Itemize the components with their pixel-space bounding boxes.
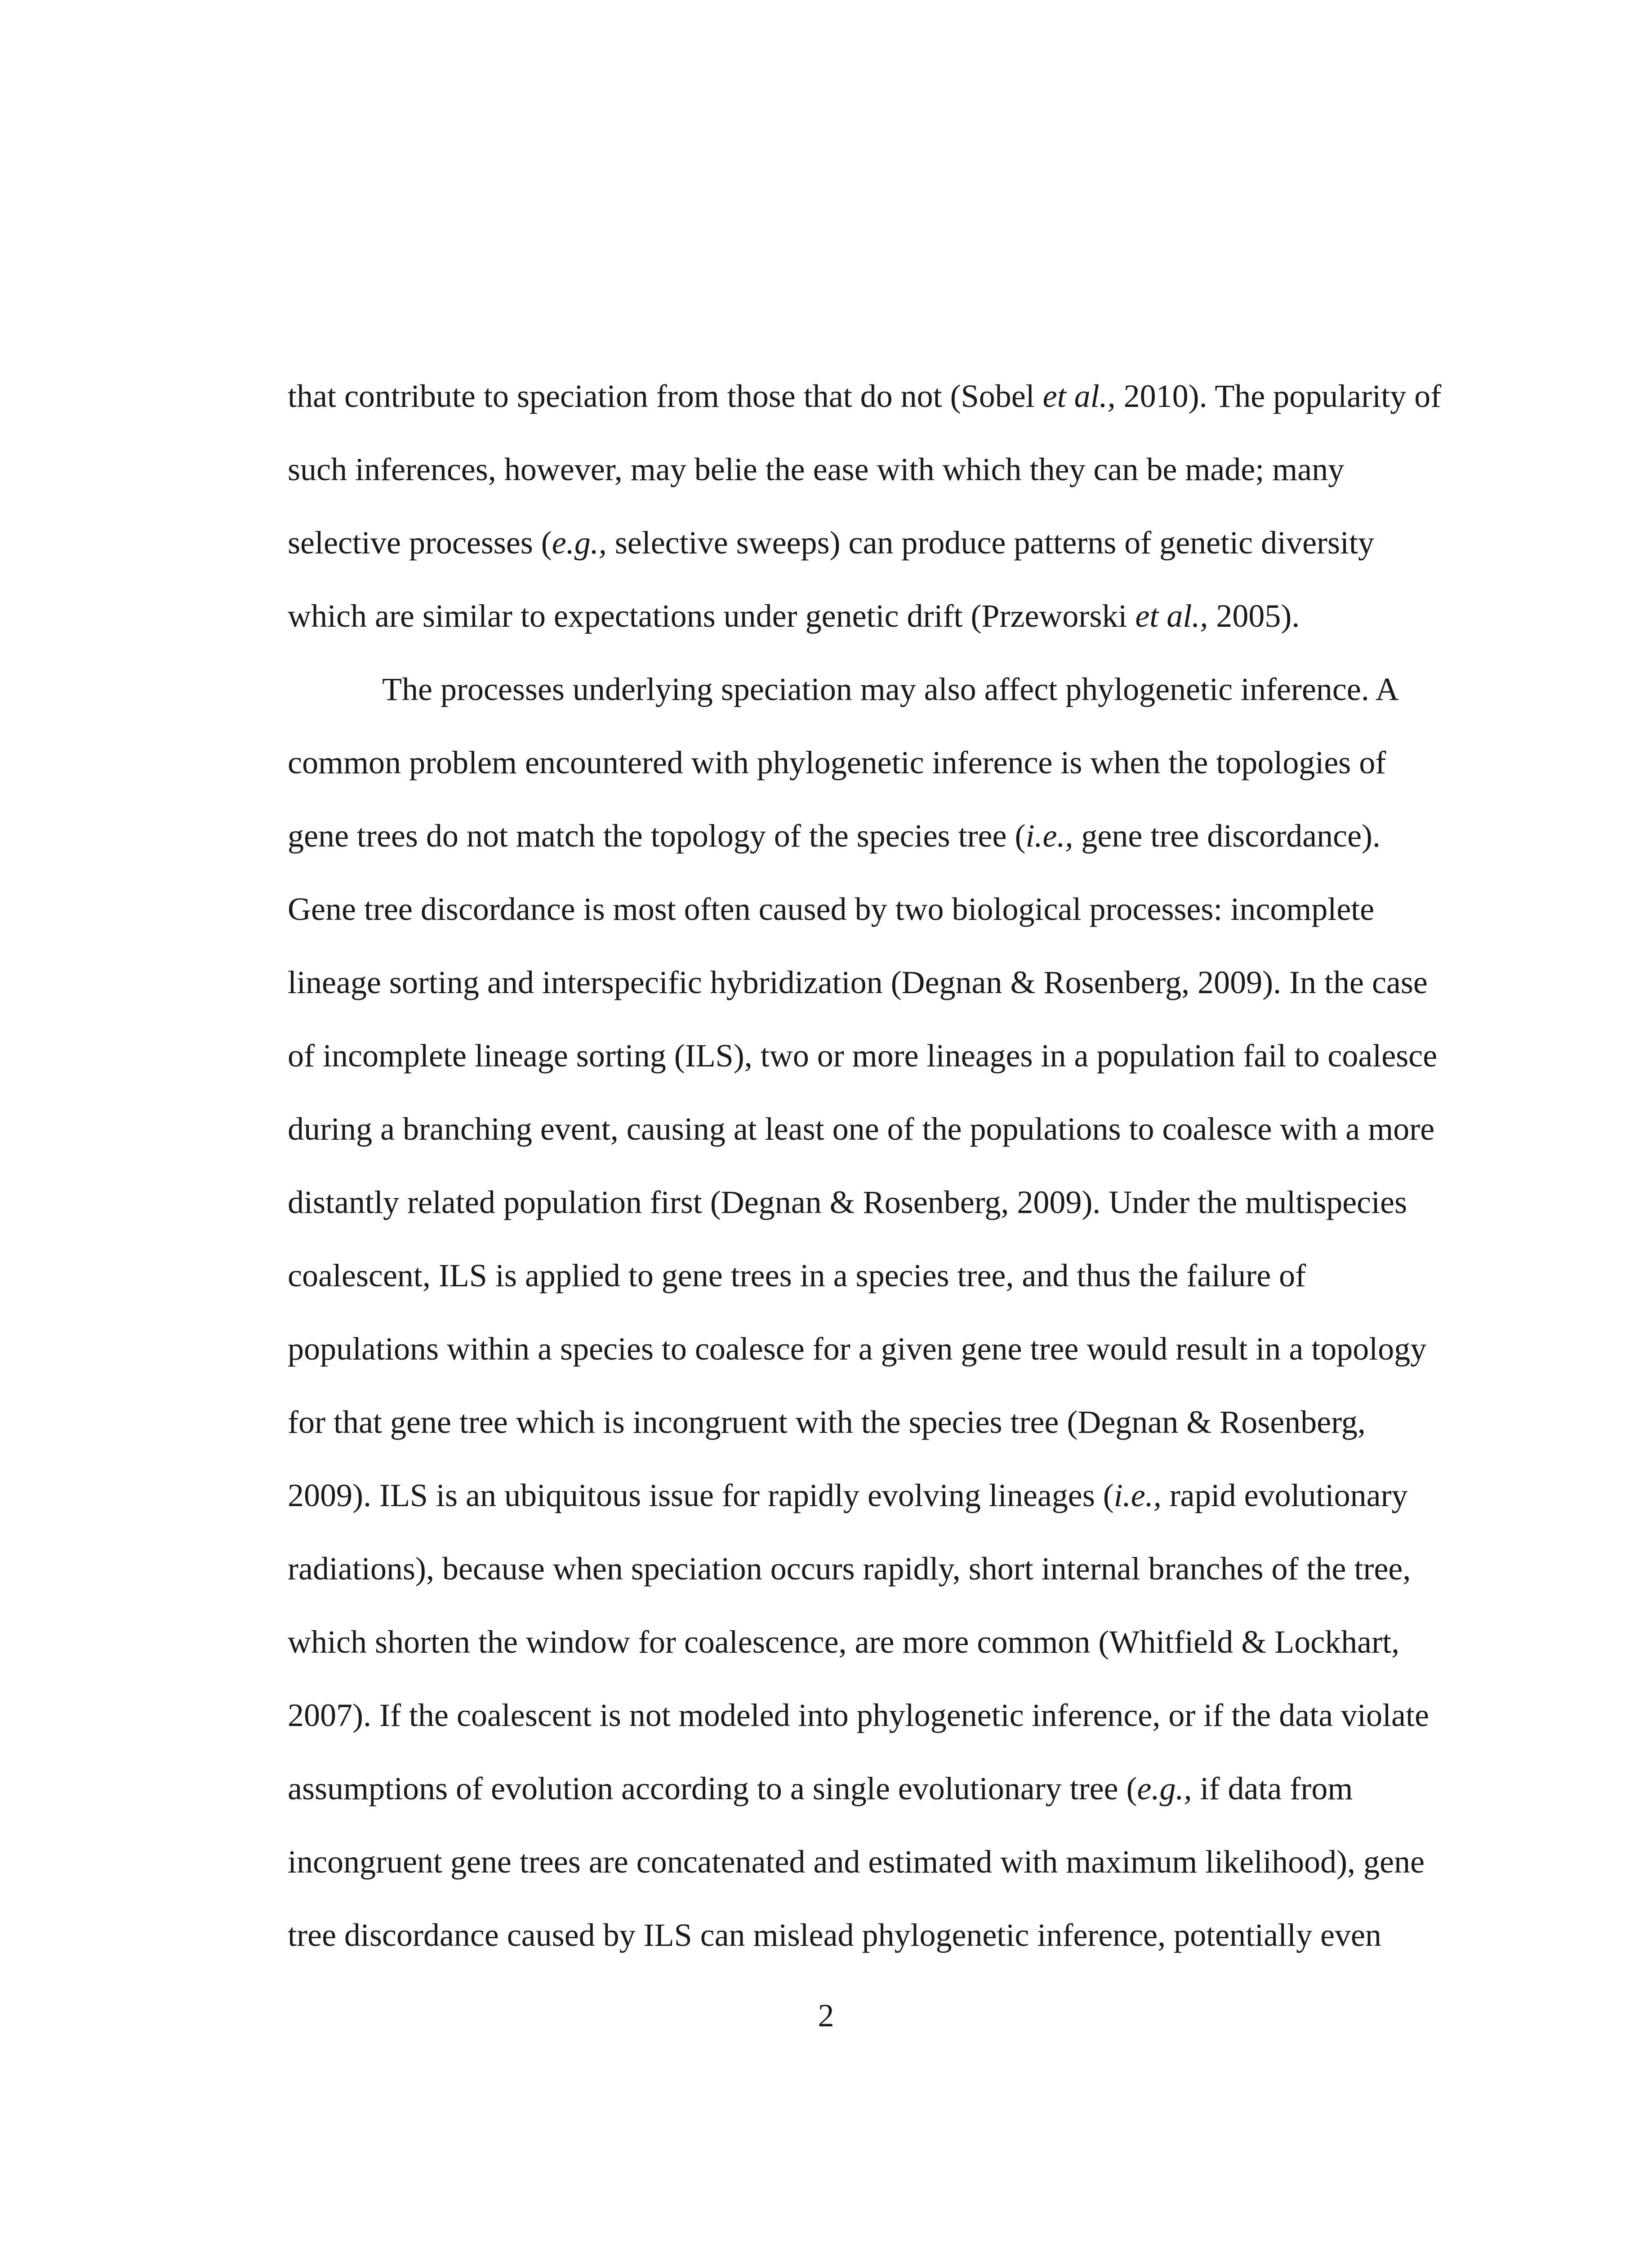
- text-line: [288, 506, 1438, 580]
- text-run: that contribute to speciation from those that do not (Sobel: [288, 378, 1043, 414]
- text-run: during a branching event, causing at least one of the populations to coalesce with a more: [288, 1111, 1435, 1147]
- text-run: such inferences, however, may belie the ease with which they can be made; many: [288, 451, 1345, 487]
- text-line: [288, 580, 1438, 653]
- text-run: for that gene tree which is incongruent with the species tree (Degnan & Rosenberg,: [288, 1404, 1366, 1440]
- text-run: 2010). The popularity of: [1115, 378, 1442, 414]
- text-line: [288, 799, 1438, 873]
- text-line: [288, 360, 1442, 433]
- text-line: [288, 1312, 1438, 1386]
- italic-text: e.g.,: [1137, 1771, 1192, 1806]
- text-line: [288, 1606, 1438, 1679]
- text-run: if data from: [1192, 1771, 1353, 1806]
- text-line: [288, 653, 1438, 726]
- text-line: [288, 873, 1438, 946]
- italic-text: et al.,: [1042, 378, 1116, 414]
- text-run: selective sweeps) can produce patterns of genetic diversity: [606, 525, 1375, 561]
- text-line: [288, 1166, 1438, 1239]
- text-line: [288, 1459, 1438, 1532]
- text-line: [288, 1899, 1438, 1972]
- text-run: distantly related population first (Degnan & Rosenberg, 2009). Under the multispecies: [288, 1184, 1407, 1220]
- text-run: Gene tree discordance is most often caused by two biological processes: incomplete: [288, 891, 1375, 927]
- text-run: which are similar to expectations under genetic drift (Przeworski: [288, 598, 1135, 634]
- italic-text: i.e.,: [1113, 1477, 1162, 1513]
- text-run: of incomplete lineage sorting (ILS), two or more lineages in a population fail to coalesce: [288, 1038, 1438, 1074]
- italic-text: e.g.,: [552, 525, 607, 561]
- text-run: rapid evolutionary: [1161, 1477, 1408, 1513]
- text-run: The processes underlying speciation may also affect phylogenetic inference. A: [382, 671, 1399, 707]
- text-line: [288, 946, 1438, 1019]
- text-run: 2005).: [1208, 598, 1300, 634]
- text-line: [288, 433, 1438, 506]
- text-line: [288, 1093, 1438, 1166]
- italic-text: et al.,: [1135, 598, 1208, 634]
- text-run: tree discordance caused by ILS can mislead phylogenetic inference, potentially even: [288, 1917, 1381, 1953]
- text-run: gene trees do not match the topology of the species tree (: [288, 818, 1026, 854]
- text-line: [288, 1752, 1438, 1825]
- text-run: assumptions of evolution according to a single evolutionary tree (: [288, 1771, 1137, 1806]
- text-run: 2009). ILS is an ubiquitous issue for rapidly evolving lineages (: [288, 1477, 1114, 1513]
- text-run: coalescent, ILS is applied to gene trees in a species tree, and thus the failure of: [288, 1258, 1306, 1293]
- text-line: [288, 1239, 1438, 1312]
- body-text: [288, 360, 1442, 1972]
- text-run: populations within a species to coalesce for a given gene tree would result in a topology: [288, 1331, 1427, 1367]
- text-run: gene tree discordance).: [1073, 818, 1381, 854]
- text-run: lineage sorting and interspecific hybridization (Degnan & Rosenberg, 2009). In the case: [288, 964, 1428, 1000]
- text-line: [288, 1825, 1438, 1899]
- text-line: [288, 1019, 1438, 1093]
- text-run: which shorten the window for coalescence, are more common (Whitfield & Lockhart,: [288, 1624, 1400, 1660]
- page-number: 2: [818, 1998, 834, 2034]
- text-run: incongruent gene trees are concatenated and estimated with maximum likelihood), gene: [288, 1844, 1425, 1880]
- text-run: radiations), because when speciation occurs rapidly, short internal branches of the tree,: [288, 1551, 1411, 1587]
- text-line: [288, 726, 1438, 799]
- text-run: common problem encountered with phylogenetic inference is when the topologies of: [288, 745, 1386, 781]
- italic-text: i.e.,: [1025, 818, 1073, 854]
- text-run: selective processes (: [288, 525, 552, 561]
- text-line: [288, 1679, 1438, 1752]
- text-run: 2007). If the coalescent is not modeled into phylogenetic inference, or if the data violate: [288, 1697, 1429, 1733]
- text-line: [288, 1386, 1438, 1459]
- text-line: [288, 1532, 1438, 1606]
